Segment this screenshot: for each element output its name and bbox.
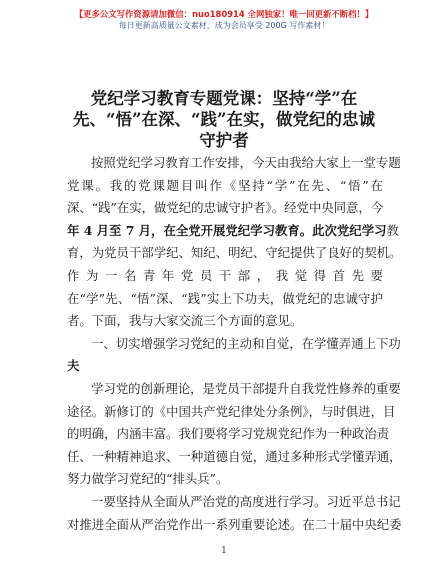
body-line: 深、“践”在实，做党纪的忠诚守护者》。经党中央同意，今: [67, 200, 384, 216]
body-line: 的明确，内涵丰富。我们要将学习党规党纪作为一种政治责: [67, 426, 390, 442]
body-line: 按照党纪学习教育工作安排，今天由我给大家上一堂专题: [91, 155, 401, 170]
promo-line-2: 每日更新高质量公文素材，成为会员享受 200G 写作素材！: [118, 21, 330, 30]
body-line: 任、一种精神追求、一种道德自觉，通过多种形式学懂弄通，: [67, 448, 402, 464]
body-line: 育，为党员干部学纪、知纪、明纪、守纪提供了良好的契机。: [67, 245, 402, 261]
document-title: [60, 88, 388, 151]
body-line: 作为一名青年党员干部，我觉得首先要: [67, 267, 383, 283]
body-line: 一要坚持从全面从严治党的高度进行学习。习近平总书记: [91, 493, 401, 509]
title-line-2: 先、“悟”在深、“践”在实，做党纪的忠诚: [73, 110, 375, 129]
body-line: 途径。新修订的《中国共产党纪律处分条例》，与时俱进，目: [67, 403, 396, 419]
title-line-3: 守护者: [199, 131, 249, 150]
body-line: 党课。我的党课题目叫作《坚持“学”在先、“悟”在: [67, 177, 383, 193]
section-heading-1: 一、切实增强学习党纪的主动和自觉，在学懂弄通上下功: [91, 335, 401, 351]
section-heading-1-end: 夫: [67, 358, 80, 374]
body-line: 对推进全面从严治党作出一系列重要论述。在二十届中央纪委: [67, 516, 402, 532]
body-line: 者。下面，我与大家交流三个方面的意见。: [67, 313, 303, 329]
body-line: 努力做学习党纪的“排头兵”。: [67, 471, 229, 487]
promo-line-1: 【更多公文写作资源请加微信：nuo180914 全网独家！唯一回更新不断档！】: [74, 9, 374, 19]
body-line: [67, 220, 399, 243]
body-text: 教: [386, 222, 399, 238]
title-line-1: 党纪学习教育专题党课：坚持“学”在: [90, 89, 358, 108]
page-number: 1: [221, 546, 227, 556]
body-line: 在“学”先、“悟”深、“践”实上下功夫，做党纪的忠诚守护: [67, 290, 383, 306]
bold-emphasis: 年 4 月至 7 月，在全党开展党纪学习教育。此次党纪学习: [67, 222, 387, 238]
document-body: [67, 152, 402, 536]
promo-banner: [0, 8, 448, 32]
body-line: 学习党的创新理论，是党员干部提升自我党性修养的重要: [91, 380, 401, 396]
